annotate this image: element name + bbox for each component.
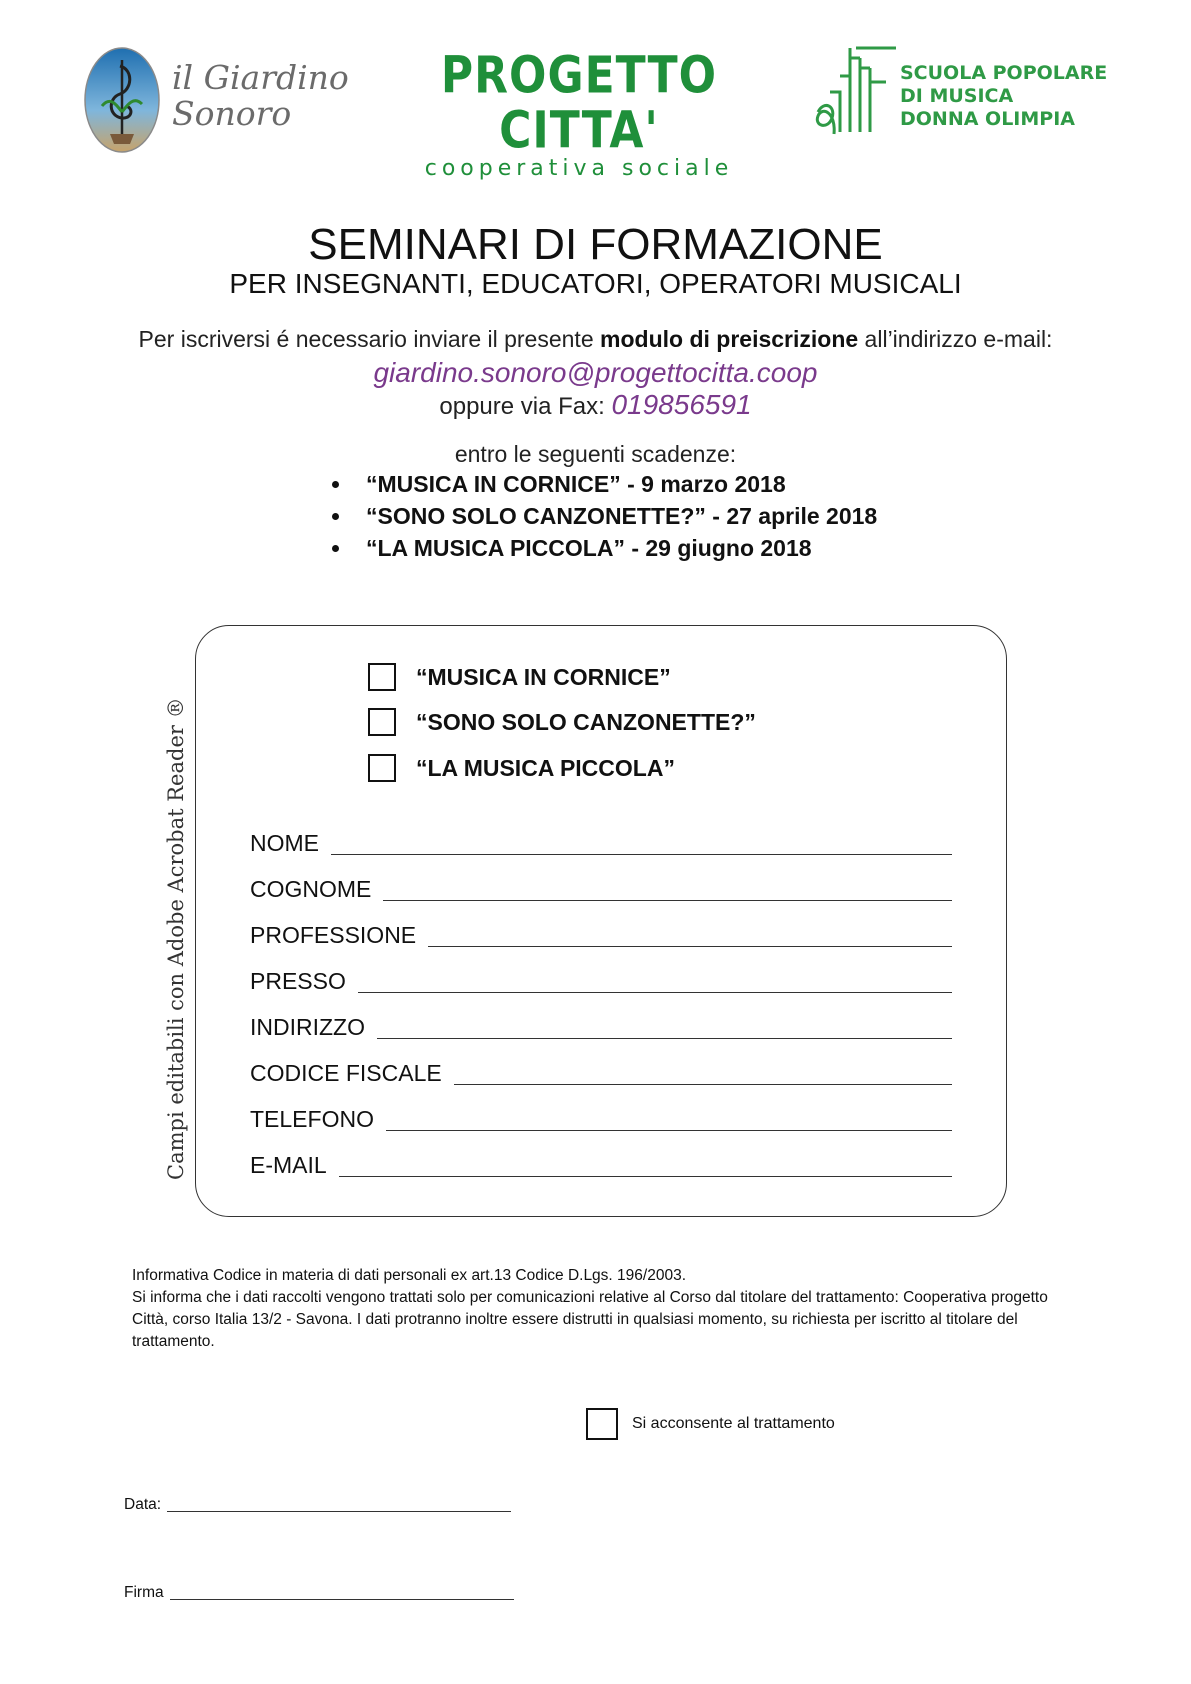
telefono-input[interactable] [386, 1102, 952, 1131]
date-row [124, 1487, 511, 1514]
seminar-label: “LA MUSICA PICCOLA” [416, 754, 675, 781]
cognome-input[interactable] [383, 872, 952, 901]
deadline-item [330, 532, 877, 564]
seminar-option-sono-solo-canzonette[interactable] [368, 705, 756, 739]
fax-label: oppure via Fax: [439, 393, 612, 420]
date-input[interactable] [167, 1487, 511, 1512]
consent-option[interactable] [586, 1408, 835, 1440]
indirizzo-input[interactable] [377, 1010, 952, 1039]
field-label-nome: NOME [250, 830, 319, 856]
logo-progetto-word: PROGETTO CITTA' [440, 46, 718, 161]
logo-il-giardino-sonoro [82, 46, 352, 156]
presso-input[interactable] [358, 964, 952, 993]
privacy-notice [132, 1265, 1062, 1353]
field-label-telefono: TELEFONO [250, 1106, 374, 1132]
field-label-codice-fiscale: CODICE FISCALE [250, 1060, 442, 1086]
page-subtitle: PER INSEGNANTI, EDUCATORI, OPERATORI MUSICALI [229, 268, 962, 299]
date-label: Data: [124, 1496, 162, 1513]
consent-label: Si acconsente al trattamento [632, 1415, 835, 1432]
field-row-cognome [250, 873, 952, 903]
signature-input[interactable] [170, 1575, 514, 1600]
deadline-item [330, 500, 877, 532]
consent-checkbox[interactable] [586, 1408, 618, 1440]
logo-giardino-line1: il Giardino [172, 58, 349, 97]
intro-bold: modulo di preiscrizione [600, 326, 859, 352]
deadline-name: “MUSICA IN CORNICE” [366, 471, 621, 497]
privacy-line1: Informativa Codice in materia di dati personali ex art.13 Codice D.Lgs. 196/2003. [132, 1267, 686, 1284]
contact-fax [0, 389, 1191, 423]
field-label-professione: PROFESSIONE [250, 922, 417, 948]
deadline-intro: entro le seguenti scadenze: [454, 441, 737, 467]
deadline-name: “SONO SOLO CANZONETTE?” [366, 503, 706, 529]
deadline-list [330, 468, 877, 564]
treble-clef-emblem-icon [82, 46, 162, 154]
page-title: SEMINARI DI FORMAZIONE [308, 220, 883, 269]
logo-progetto-citta [424, 46, 734, 181]
privacy-line2: Si informa che i dati raccolti vengono trattati solo per comunicazioni relative al Corso dal titolare del trattamento: Cooperativa progetto Città, corso Italia 13/2 - Savona. I dati protranno inoltre essere distrutti in qualsiasi momento, su richiesta per iscritto al titolare del trattamento. [132, 1289, 1048, 1350]
deadline-date: - 9 marzo 2018 [620, 471, 786, 497]
logo-scuola-line3: DONNA OLIMPIA [900, 108, 1075, 130]
codice-fiscale-input[interactable] [454, 1056, 952, 1085]
logo-scuola-line2: DI MUSICA [900, 85, 1014, 107]
field-row-indirizzo [250, 1011, 952, 1041]
professione-input[interactable] [428, 918, 952, 947]
field-label-indirizzo: INDIRIZZO [250, 1014, 365, 1040]
signature-label: Firma [124, 1584, 164, 1601]
seminar-option-la-musica-piccola[interactable] [368, 751, 675, 785]
logo-progetto-sub: cooperativa sociale [424, 156, 734, 181]
seminar-checkbox-la-musica-piccola[interactable] [368, 754, 396, 782]
deadline-date: - 29 giugno 2018 [624, 535, 812, 561]
seminar-option-musica-in-cornice[interactable] [368, 660, 671, 694]
field-row-professione [250, 919, 952, 949]
intro-before: Per iscriversi é necessario inviare il presente [138, 326, 601, 352]
deadline-date: - 27 aprile 2018 [705, 503, 878, 529]
contact-email-link[interactable]: giardino.sonoro@progettocitta.coop [373, 357, 818, 388]
field-row-presso [250, 965, 952, 995]
logo-scuola-popolare [810, 42, 1120, 142]
field-label-email: E-MAIL [250, 1152, 327, 1178]
intro-after: all’indirizzo e-mail: [858, 326, 1053, 352]
logo-scuola-line1: SCUOLA POPOLARE [900, 62, 1108, 84]
intro-text [0, 325, 1191, 353]
field-row-codice-fiscale [250, 1057, 952, 1087]
field-row-email [250, 1149, 952, 1179]
deadline-item [330, 468, 877, 500]
field-row-nome [250, 827, 952, 857]
email-input[interactable] [339, 1148, 952, 1177]
deadline-name: “LA MUSICA PICCOLA” [366, 535, 625, 561]
seminar-checkbox-musica-in-cornice[interactable] [368, 663, 396, 691]
field-label-presso: PRESSO [250, 968, 346, 994]
signature-row [124, 1575, 514, 1602]
seminar-label: “MUSICA IN CORNICE” [416, 663, 671, 690]
fax-number: 019856591 [611, 389, 752, 420]
seminar-checkbox-sono-solo-canzonette[interactable] [368, 708, 396, 736]
editable-fields-note: Campi editabili con Adobe Acrobat Reader ® [164, 697, 188, 1180]
field-row-telefono [250, 1103, 952, 1133]
logo-giardino-line2: Sonoro [172, 94, 292, 133]
seminar-label: “SONO SOLO CANZONETTE?” [416, 708, 756, 735]
staircase-clef-icon [810, 42, 900, 142]
nome-input[interactable] [331, 826, 952, 855]
field-label-cognome: COGNOME [250, 876, 372, 902]
